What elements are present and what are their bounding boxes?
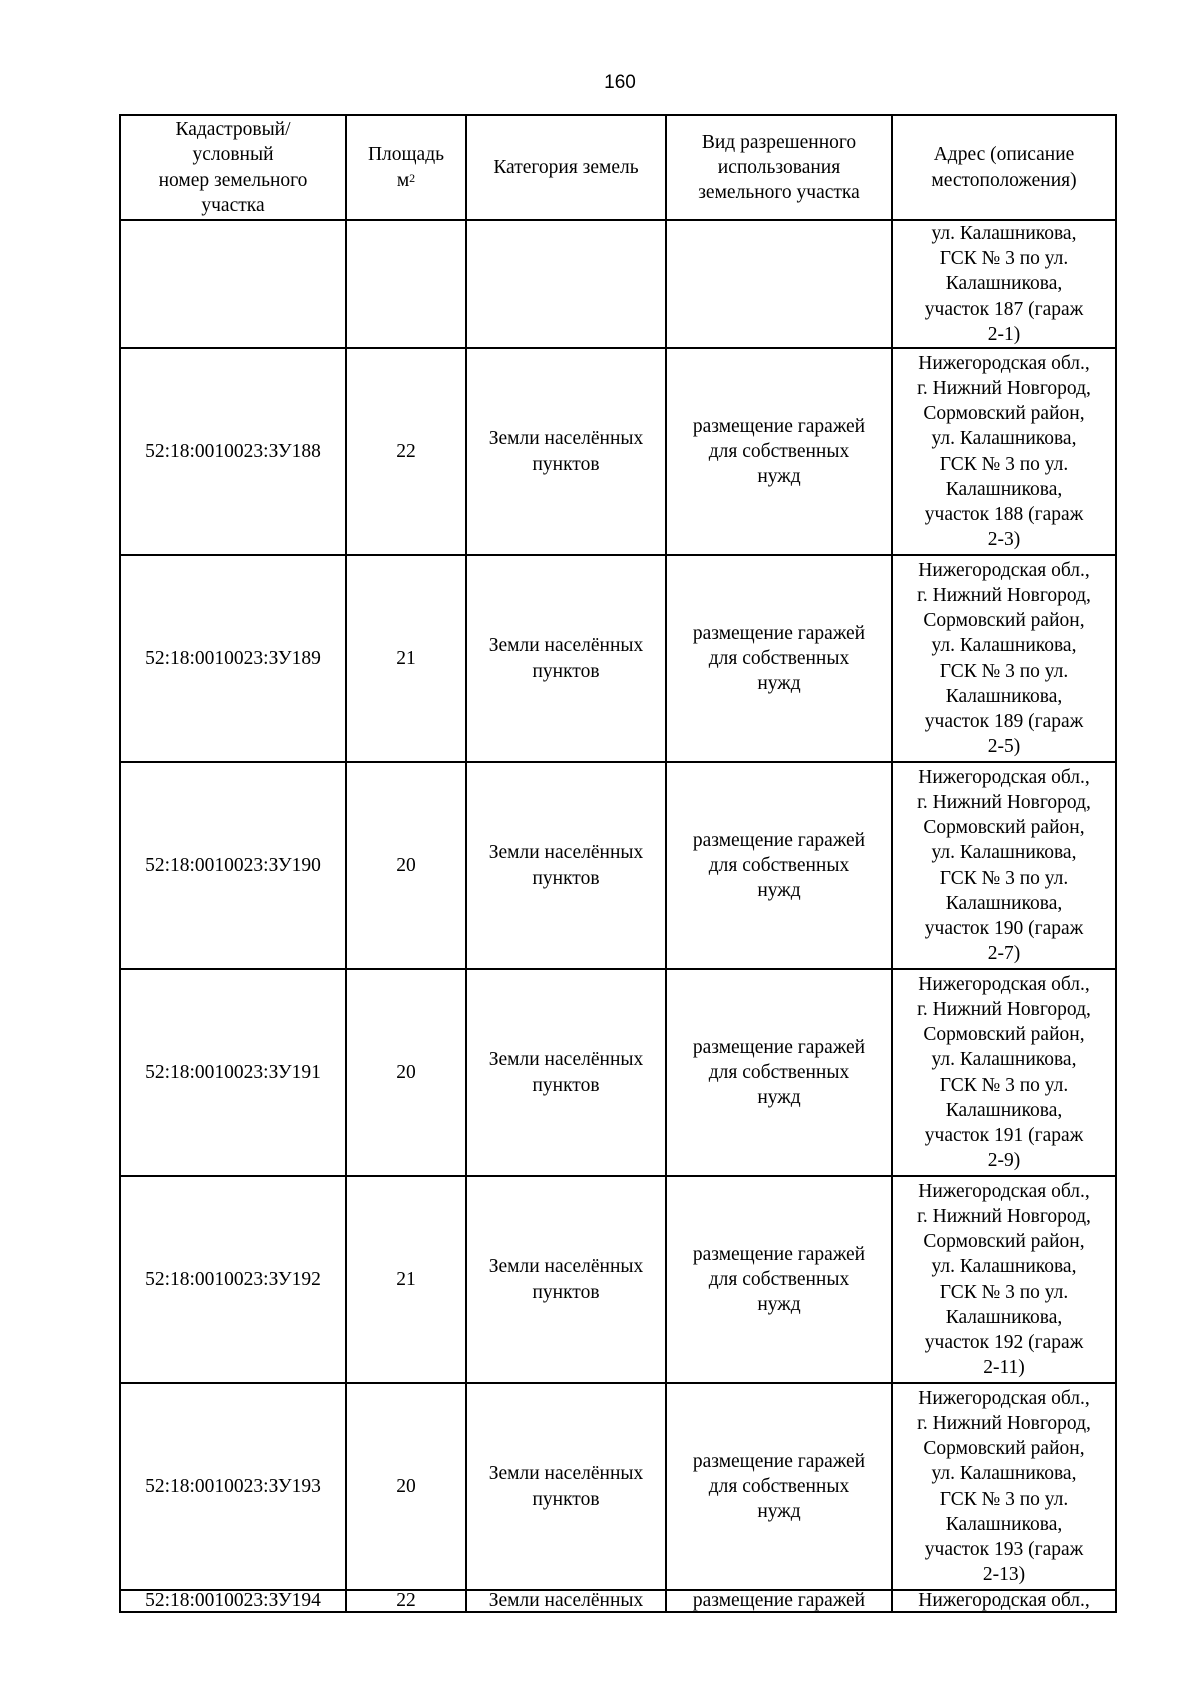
cell-address: Нижегородская обл., г. Нижний Новгород, Сормовский район, ул. Калашникова, ГСК № 3 по ул. Калашникова, участок 188 (гараж 2-3) bbox=[892, 348, 1116, 555]
table-row bbox=[120, 1176, 1116, 1383]
cell-usage: размещение гаражей для собственных нужд bbox=[666, 1383, 892, 1590]
cell-cadastral: 52:18:0010023:ЗУ188 bbox=[120, 348, 346, 555]
cell-area: 21 bbox=[346, 555, 466, 762]
cell-area: 22 bbox=[346, 348, 466, 555]
cell-address: Нижегородская обл., г. Нижний Новгород, Сормовский район, ул. Калашникова, ГСК № 3 по ул. Калашникова, участок 192 (гараж 2-11) bbox=[892, 1176, 1116, 1383]
cell-usage: размещение гаражей для собственных нужд bbox=[666, 348, 892, 555]
table-row bbox=[120, 348, 1116, 555]
cell-usage: размещение гаражей для собственных нужд bbox=[666, 762, 892, 969]
cell-category bbox=[466, 220, 666, 348]
table-header-row bbox=[120, 115, 1116, 220]
cell-area: 20 bbox=[346, 1383, 466, 1590]
header-land-category: Категория земель bbox=[466, 115, 666, 220]
header-permitted-use: Вид разрешенного использования земельного участка bbox=[666, 115, 892, 220]
cell-cadastral: 52:18:0010023:ЗУ192 bbox=[120, 1176, 346, 1383]
cell-usage: размещение гаражей для собственных нужд bbox=[666, 969, 892, 1176]
cell-address: Нижегородская обл., г. Нижний Новгород, Сормовский район, ул. Калашникова, ГСК № 3 по ул. Калашникова, участок 193 (гараж 2-13) bbox=[892, 1383, 1116, 1590]
table-row bbox=[120, 555, 1116, 762]
cell-address: Нижегородская обл., г. Нижний Новгород, Сормовский район, ул. Калашникова, ГСК № 3 по ул. Калашникова, участок 191 (гараж 2-9) bbox=[892, 969, 1116, 1176]
header-cadastral-number: Кадастровый/ условный номер земельного участка bbox=[120, 115, 346, 220]
table-row-continuation bbox=[120, 220, 1116, 348]
table-row bbox=[120, 762, 1116, 969]
cell-address: Нижегородская обл., г. Нижний Новгород, Сормовский район, ул. Калашникова, ГСК № 3 по ул. Калашникова, участок 190 (гараж 2-7) bbox=[892, 762, 1116, 969]
cell-cadastral: 52:18:0010023:ЗУ193 bbox=[120, 1383, 346, 1590]
table-row-partial bbox=[120, 1590, 1116, 1612]
cell-address: ул. Калашникова, ГСК № 3 по ул. Калашникова, участок 187 (гараж 2-1) bbox=[892, 220, 1116, 348]
cell-category: Земли населённых bbox=[466, 1590, 666, 1612]
cell-usage bbox=[666, 220, 892, 348]
cell-address: Нижегородская обл., г. Нижний Новгород, Сормовский район, ул. Калашникова, ГСК № 3 по ул. Калашникова, участок 189 (гараж 2-5) bbox=[892, 555, 1116, 762]
cell-category: Земли населённых пунктов bbox=[466, 555, 666, 762]
cell-area: 20 bbox=[346, 969, 466, 1176]
cell-area: 21 bbox=[346, 1176, 466, 1383]
land-plots-table bbox=[119, 114, 1117, 1613]
cell-cadastral: 52:18:0010023:ЗУ191 bbox=[120, 969, 346, 1176]
cell-category: Земли населённых пунктов bbox=[466, 348, 666, 555]
cell-category: Земли населённых пунктов bbox=[466, 762, 666, 969]
cell-area bbox=[346, 220, 466, 348]
cell-address: Нижегородская обл., bbox=[892, 1590, 1116, 1612]
cell-category: Земли населённых пунктов bbox=[466, 1383, 666, 1590]
cell-cadastral bbox=[120, 220, 346, 348]
cell-usage: размещение гаражей для собственных нужд bbox=[666, 1176, 892, 1383]
cell-category: Земли населённых пунктов bbox=[466, 969, 666, 1176]
cell-category: Земли населённых пунктов bbox=[466, 1176, 666, 1383]
cell-area: 22 bbox=[346, 1590, 466, 1612]
table-row bbox=[120, 1383, 1116, 1590]
page-number: 160 bbox=[604, 72, 636, 93]
header-area: Площадь $м^2$ bbox=[346, 115, 466, 220]
header-address: Адрес (описание местоположения) bbox=[892, 115, 1116, 220]
cell-usage: размещение гаражей bbox=[666, 1590, 892, 1612]
cell-cadastral: 52:18:0010023:ЗУ190 bbox=[120, 762, 346, 969]
cell-cadastral: 52:18:0010023:ЗУ189 bbox=[120, 555, 346, 762]
cell-cadastral: 52:18:0010023:ЗУ194 bbox=[120, 1590, 346, 1612]
cell-area: 20 bbox=[346, 762, 466, 969]
cell-usage: размещение гаражей для собственных нужд bbox=[666, 555, 892, 762]
table-row bbox=[120, 969, 1116, 1176]
